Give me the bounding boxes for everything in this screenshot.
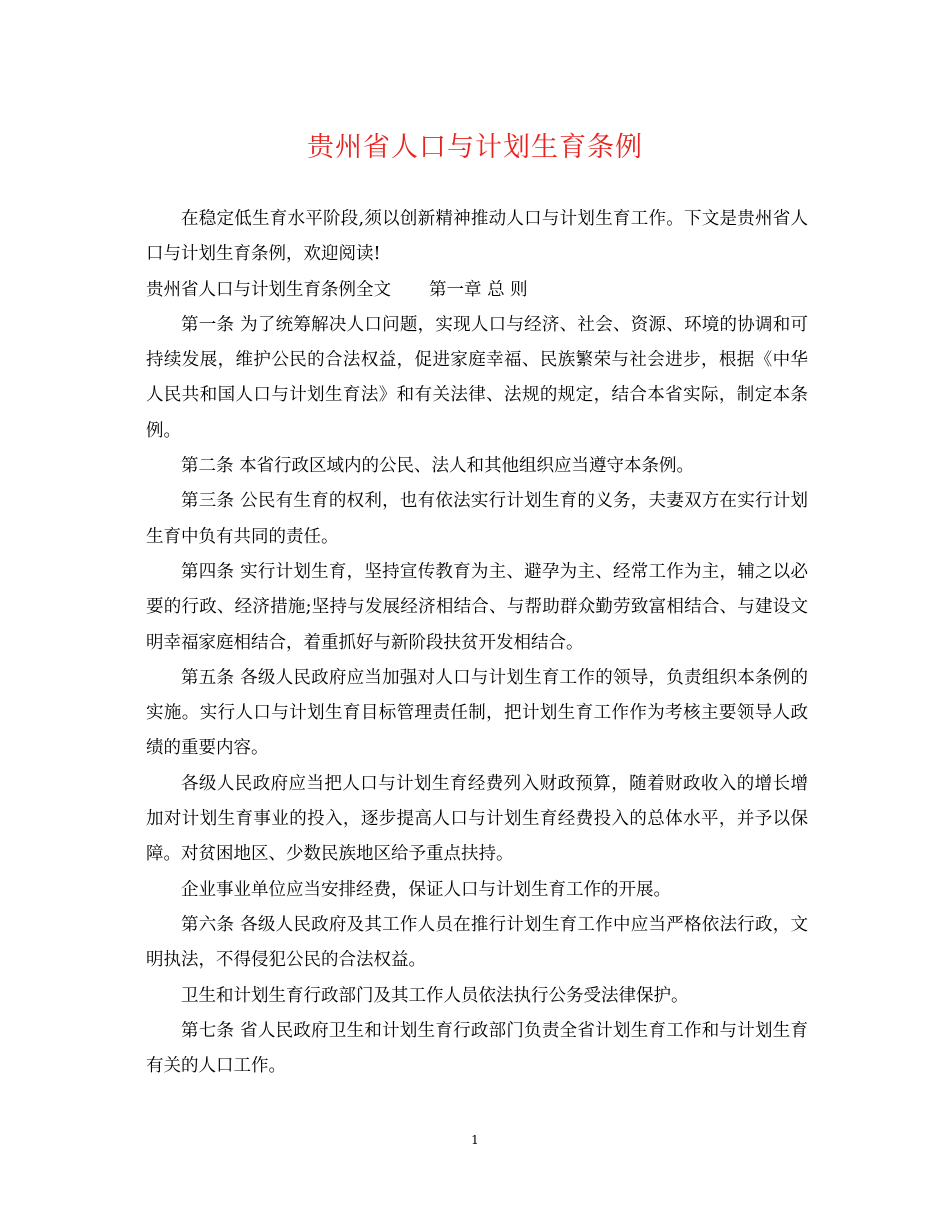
fulltext-label: 贵州省人口与计划生育条例全文 (146, 279, 391, 300)
article-paragraph: 第一条 为了统筹解决人口问题，实现人口与经济、社会、资源、环境的协调和可持续发展，维护公民的合法权益，促进家庭幸福、民族繁荣与社会进步，根据《中华人民共和国人口与计划生育法》和有关法律、法规的规定，结合本省实际，制定本条例。 (146, 314, 808, 441)
intro-paragraph: 在稳定低生育水平阶段,须以创新精神推动人口与计划生育工作。下文是贵州省人口与计划生育条例，欢迎阅读! (146, 209, 808, 265)
article-paragraph: 第二条 本省行政区域内的公民、法人和其他组织应当遵守本条例。 (181, 456, 695, 477)
chapter-heading: 第一章 总 则 (429, 279, 528, 300)
fulltext-line (146, 273, 808, 308)
article-paragraph: 第七条 省人民政府卫生和计划生育行政部门负责全省计划生育工作和与计划生育有关的人口工作。 (146, 1020, 808, 1077)
page-number: 1 (471, 1133, 479, 1147)
article-paragraph: 第三条 公民有生育的权利，也有依法实行计划生育的义务，夫妻双方在实行计划生育中负有共同的责任。 (146, 491, 808, 547)
article-paragraph: 卫生和计划生育行政部门及其工作人员依法执行公务受法律保护。 (181, 985, 689, 1006)
article-paragraph: 第六条 各级人民政府及其工作人员在推行计划生育工作中应当严格依法行政，文明执法，不得侵犯公民的合法权益。 (146, 914, 808, 971)
article-paragraph: 企业事业单位应当安排经费，保证人口与计划生育工作的开展。 (181, 879, 671, 900)
document-title: 贵州省人口与计划生育条例 (307, 132, 643, 163)
article-paragraph: 各级人民政府应当把人口与计划生育经费列入财政预算，随着财政收入的增长增加对计划生育事业的投入，逐步提高人口与计划生育经费投入的总体水平，并予以保障。对贫困地区、少数民族地区给予重点扶持。 (146, 773, 808, 865)
article-paragraph: 第五条 各级人民政府应当加强对人口与计划生育工作的领导，负责组织本条例的实施。实行人口与计划生育目标管理责任制，把计划生育工作作为考核主要领导人政绩的重要内容。 (146, 667, 808, 759)
article-paragraph: 第四条 实行计划生育，坚持宣传教育为主、避孕为主、经常工作为主，辅之以必要的行政、经济措施;坚持与发展经济相结合、与帮助群众勤劳致富相结合、与建设文明幸福家庭相结合，着重抓好与新阶段扶贫开发相结合。 (146, 561, 808, 653)
document-body (146, 202, 808, 1084)
